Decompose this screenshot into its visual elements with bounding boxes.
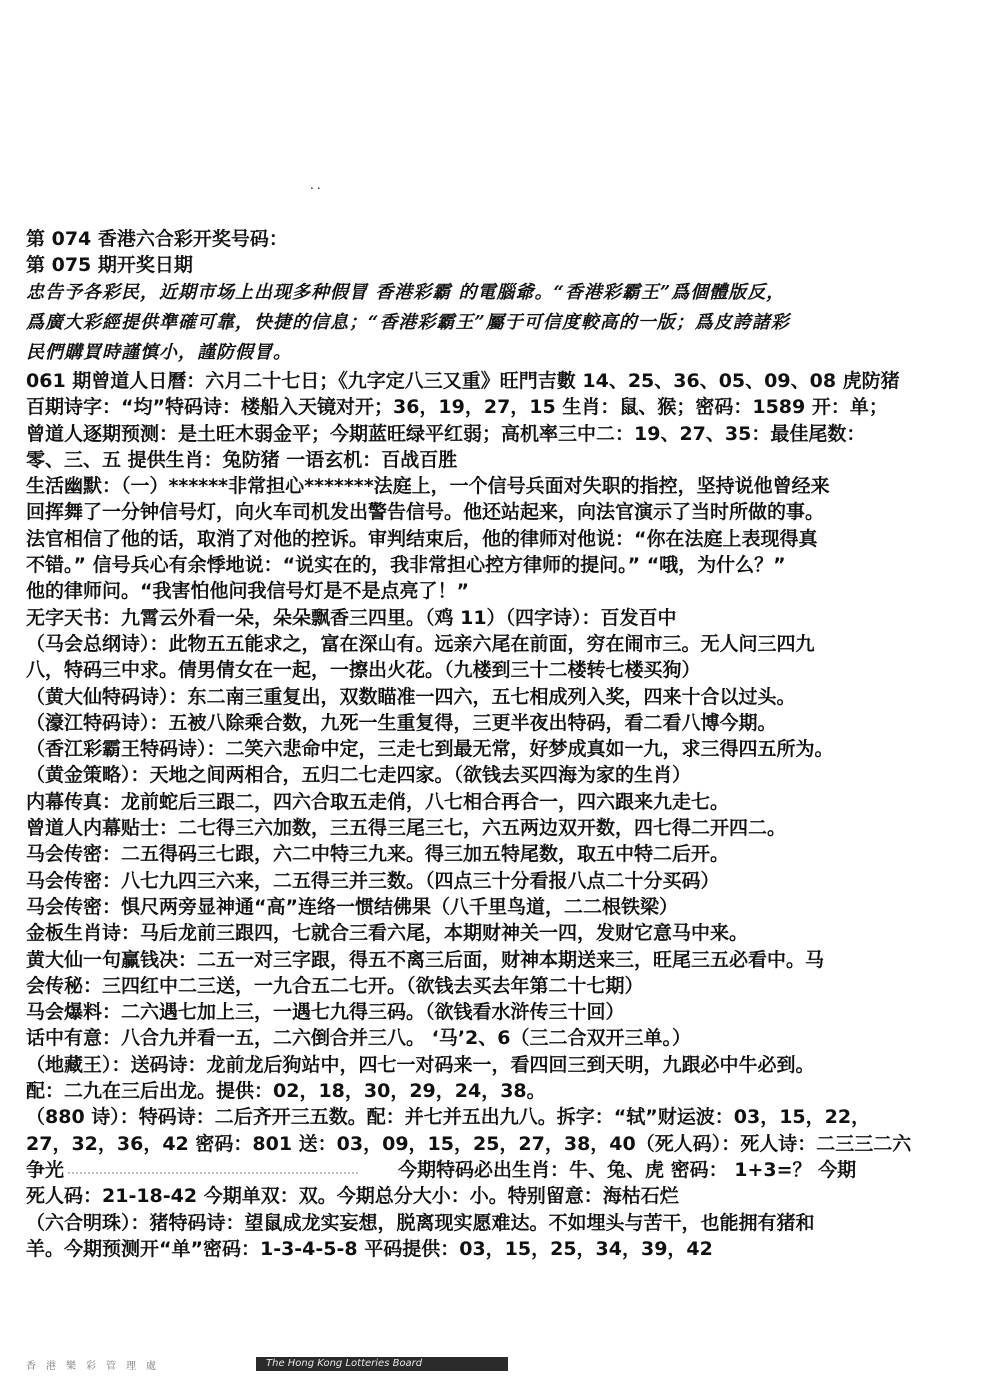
text-line: （880 诗）：特码诗：二后齐开三五数。配：并七并五出九八。拆字：“轼”财运波：03，15，22，: [26, 1106, 871, 1129]
text-line: 马会传密：八七九四三六来，二五得三并三数。（四点三十分看报八点二十分买码）: [26, 869, 720, 892]
text-line: 法官相信了他的话，取消了对他的控诉。审判结束后，他的律师对他说：“你在法庭上表现得真: [26, 527, 818, 550]
text-line: （六合明珠）：猪特码诗：望鼠成龙实妄想，脱离现实愿难达。不如埋头与苦干，也能拥有猪和: [26, 1211, 815, 1234]
text-line: 黄大仙一句赢钱决：二五一对三字跟，得五不离三后面，财神本期送来三，旺尾三五必看中。马: [26, 948, 825, 971]
stray-dots: ..: [310, 178, 324, 192]
text-line: 配：二九在三后出龙。提供：02，18，30，29，24，38。: [26, 1080, 546, 1103]
text-line: （地藏王）：送码诗：龙前龙后狗站中，四七一对码来一，看四回三到天明，九跟必中牛必到。: [26, 1053, 815, 1076]
content-lines: [26, 368, 972, 1262]
footer-banner: [26, 1357, 508, 1371]
gap-right-text: 今期特码必出生肖：牛、兔、虎 密码： 1+3=？ 今期: [398, 1158, 857, 1181]
document-body: [26, 226, 972, 1262]
text-line: 生活幽默：（一）******非常担心*******法庭上，一个信号兵面对失职的指控，坚持说他曾经来: [26, 475, 830, 498]
text-line: （黄金策略）：天地之间两相合，五归二七走四家。（欲钱去买四海为家的生肖）: [26, 764, 692, 787]
text-line: （黄大仙特码诗）：东二南三重复出，双数瞄准一四六，五七相成列入奖，四来十合以过头。: [26, 685, 796, 708]
text-line: （香江彩霸王特码诗）：二笑六悲命中定，三走七到最无常，好梦成真如一九，求三得四五所为。: [26, 738, 834, 761]
text-line: （马会总纲诗）：此物五五能求之，富在深山有。远亲六尾在前面，穷在闹市三。无人问三四九: [26, 632, 815, 655]
text-line: 回挥舞了一分钟信号灯，向火车司机发出警告信号。他还站起来，向法官演示了当时所做的事。: [26, 501, 825, 524]
text-line: 061 期曾道人日曆：六月二十七日；《九字定八三又重》旺門吉數 14、25、36、05、09、08 虎防猪: [26, 370, 900, 392]
draw-title: 第 074 香港六合彩开奖号码：: [26, 228, 288, 250]
notice-line: 爲廣大彩經提供準確可靠，快捷的信息；“香港彩霸王”屬于可信度較高的一版；爲皮誇諸彩: [26, 312, 790, 333]
text-line: 曾道人内幕贴士：二七得三六加数，三五得三尾三七，六五两边双开数，四七得二开四二。: [26, 817, 787, 840]
gap-left-text: 争光: [26, 1158, 65, 1181]
text-line: 金板生肖诗：马后龙前三跟四，七就合三看六尾，本期财神关一四，发财它意马中来。: [26, 922, 749, 945]
text-line: 马会传密：惧尺两旁显神通“高”连络一惯结佛果（八千里鸟道，二二根铁梁）: [26, 895, 678, 918]
text-line: 马会传密：二五得码三七跟，六二中特三九来。得三加五特尾数，取五中特二后开。: [26, 843, 730, 866]
text-line: 零、三、五 提供生肖：兔防猪 一语玄机：百战百胜: [26, 448, 458, 471]
footer-en-text: The Hong Kong Lotteries Board: [256, 1357, 508, 1371]
text-line: 八，特码三中求。倩男倩女在一起，一擦出火花。（九楼到三十二楼转七楼买狗）: [26, 659, 701, 682]
text-line: 马会爆料：二六遇七加上三，一遇七九得三码。（欲钱看水浒传三十回）: [26, 1001, 625, 1024]
text-line: 不错。” 信号兵心有余悸地说：“说实在的，我非常担心控方律师的提问。” “哦，为什么？”: [26, 554, 786, 577]
text-line: 百期诗字：“均”特码诗：楼船入天镜对开；36，19，27，15 生肖：鼠、猴；密码：1589 开：单；: [26, 396, 888, 419]
notice-line: 民們購買時謹慎小，謹防假冒。: [26, 342, 292, 363]
text-line: 会传秘：三四红中二三送，一九合五二七开。（欲钱去买去年第二十七期）: [26, 974, 644, 997]
text-line: 羊。今期预测开“单”密码：1-3-4-5-8 平码提供：03，15，25，34，39，42: [26, 1237, 713, 1260]
text-line: 无字天书：九霄云外看一朵，朵朵飘香三四里。（鸡 11）（四字诗）：百发百中: [26, 606, 677, 629]
text-line: （濠江特码诗）：五被八除乘合数，九死一生重复得，三更半夜出特码，看二看八博今期。: [26, 711, 777, 734]
notice-line: 忠告予各彩民，近期市场上出现多种假冒 香港彩霸 的電腦爺。“香港彩霸王”爲個體版反，: [26, 282, 786, 303]
notice-block: [26, 278, 972, 368]
text-line: 他的律师问。“我害怕他问我信号灯是不是点亮了！”: [26, 580, 469, 603]
text-line: 27，32，36，42 密码：801 送：03，09，15，25，27，38，40（死人码）：死人诗：二三三二六: [26, 1132, 912, 1155]
text-line: 死人码：21-18-42 今期单双：双。今期总分大小：小。特别留意：海枯石烂: [26, 1185, 679, 1208]
faded-gap: [68, 1166, 358, 1174]
footer-cn-text: 香港樂彩管理處: [26, 1360, 166, 1371]
text-line-with-gap: [26, 1157, 972, 1183]
text-line: 曾道人逐期预测：是土旺木弱金平；今期蓝旺绿平红弱；高机率三中二：19、27、35：最佳尾数：: [26, 422, 866, 445]
text-line: 话中有意：八合九并看一五，二六倒合并三八。 ‘马’2、6（三二合双开三单。）: [26, 1027, 691, 1050]
text-line: 内幕传真：龙前蛇后三跟二，四六合取五走俏，八七相合再合一，四六跟来九走七。: [26, 790, 730, 813]
draw-date: 第 075 期开奖日期: [26, 254, 193, 276]
